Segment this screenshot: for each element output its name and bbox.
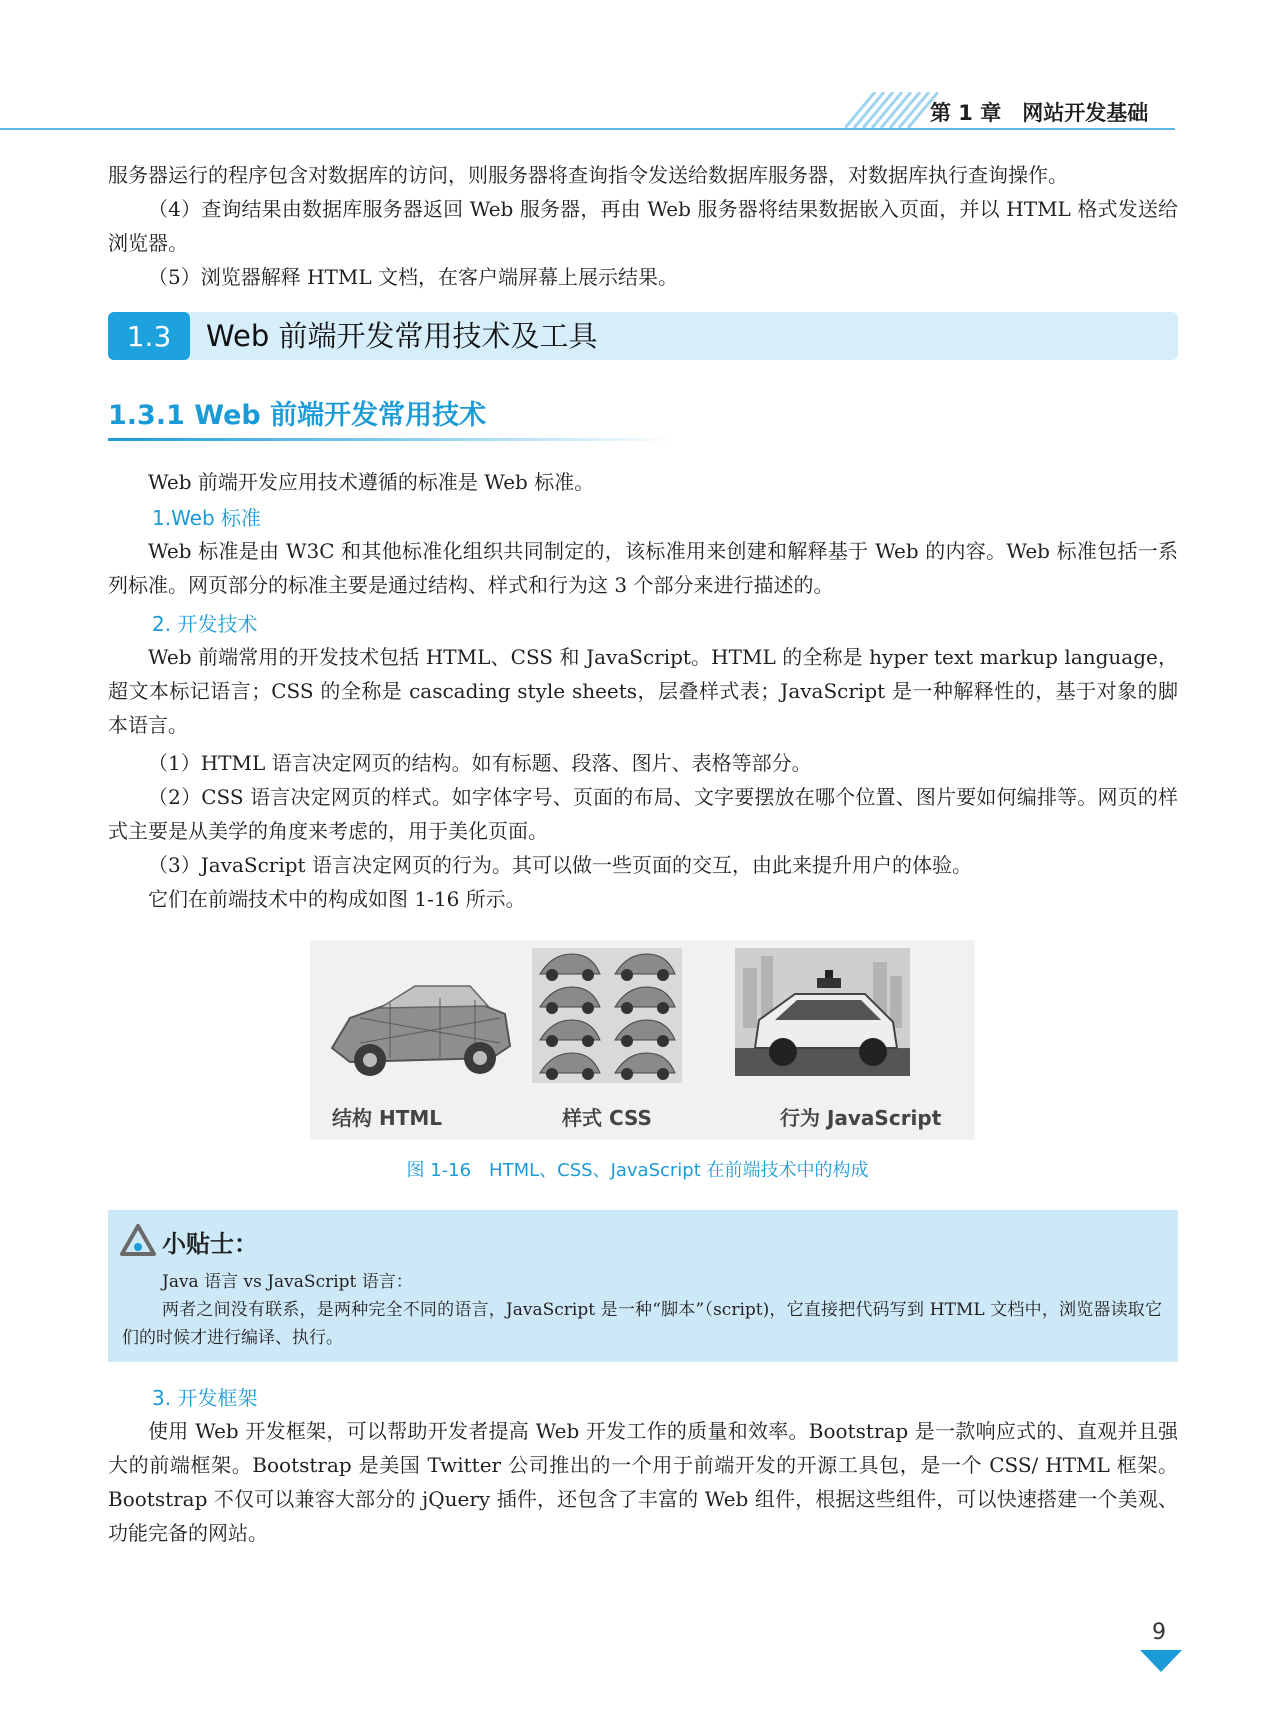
dev-tech-paragraph: Web 前端常用的开发技术包括 HTML、CSS 和 JavaScript。HTML 的全称是 hyper text markup language，超文本标记语言；CSS 的全称是 cascading style sheets，层叠样式表；JavaScript 是一种解释性的，基于对象的脚本语言。 [108, 645, 1178, 737]
figure-1-16 [310, 940, 975, 1140]
car-structure-image [320, 948, 520, 1098]
tip-title: 小贴士： [162, 1230, 258, 1258]
list-item-css: （2）CSS 语言决定网页的样式。如字体字号、页面的布局、文字要摆放在哪个位置、图片要如何编排等。网页的样式主要是从美学的角度来考虑的，用于美化页面。 [108, 785, 1178, 843]
section-heading [108, 312, 1178, 360]
figure-caption: 图 1-16 HTML、CSS、JavaScript 在前端技术中的构成 [406, 1160, 869, 1181]
list-item-javascript: （3）JavaScript 语言决定网页的行为。其可以做一些页面的交互，由此来提升用户的体验。 [148, 853, 972, 877]
tip-box [108, 1210, 1178, 1362]
page-marker-icon [1140, 1650, 1182, 1672]
intro-step-4: （4）查询结果由数据库服务器返回 Web 服务器，再由 Web 服务器将结果数据嵌入页面，并以 HTML 格式发送给浏览器。 [108, 197, 1178, 255]
body-intro: Web 前端开发应用技术遵循的标准是 Web 标准。 [148, 470, 595, 494]
page-number: 9 [1152, 1620, 1166, 1645]
heading-dev-framework: 3. 开发框架 [152, 1386, 258, 1410]
chapter-title: 第 1 章 网站开发基础 [930, 101, 1149, 125]
figure-label-html: 结构 HTML [332, 1106, 442, 1130]
figure-label-javascript: 行为 JavaScript [780, 1106, 942, 1130]
section-number: 1.3 [108, 312, 190, 360]
heading-web-standard: 1.Web 标准 [152, 506, 262, 530]
list-item-html: （1）HTML 语言决定网页的结构。如有标题、段落、图片、表格等部分。 [148, 751, 812, 775]
tip-body: 两者之间没有联系，是两种完全不同的语言，JavaScript 是一种“脚本”（script)，它直接把代码写到 HTML 文档中，浏览器读取它们的时候才进行编译、执行。 [122, 1300, 1162, 1348]
heading-dev-tech: 2. 开发技术 [152, 612, 258, 636]
subsection-title: 1.3.1 Web 前端开发常用技术 [108, 400, 487, 431]
intro-step-5: （5）浏览器解释 HTML 文档，在客户端屏幕上展示结果。 [148, 265, 678, 289]
section-title: Web 前端开发常用技术及工具 [206, 319, 598, 353]
figure-reference: 它们在前端技术中的构成如图 1-16 所示。 [148, 887, 526, 911]
web-standard-paragraph: Web 标准是由 W3C 和其他标准化组织共同制定的，该标准用来创建和解释基于 Web 的内容。Web 标准包括一系列标准。网页部分的标准主要是通过结构、样式和行为这 3 个部分来进行描述的。 [108, 539, 1178, 597]
tip-subtitle: Java 语言 vs JavaScript 语言： [162, 1272, 413, 1292]
warning-triangle-icon [120, 1224, 156, 1256]
subsection-rule [108, 438, 678, 441]
framework-paragraph: 使用 Web 开发框架，可以帮助开发者提高 Web 开发工作的质量和效率。Bootstrap 是一款响应式的、直观并且强大的前端框架。Bootstrap 是美国 Twitter 公司推出的一个用于前端开发的开源工具包，是一个 CSS/ HTML 框架。 Bootstrap 不仅可以兼容大部分的 jQuery 插件，还包含了丰富的 Web 组件，根据这些组件，可以快速搭建一个美观、功能完备的网站。 [108, 1419, 1178, 1545]
figure-label-css: 样式 CSS [562, 1106, 652, 1130]
car-styles-image [532, 948, 682, 1098]
intro-paragraph: 服务器运行的程序包含对数据库的访问，则服务器将查询指令发送给数据库服务器，对数据库执行查询操作。 [108, 163, 1068, 187]
car-behavior-image [735, 948, 910, 1098]
header-rule [0, 128, 1175, 130]
